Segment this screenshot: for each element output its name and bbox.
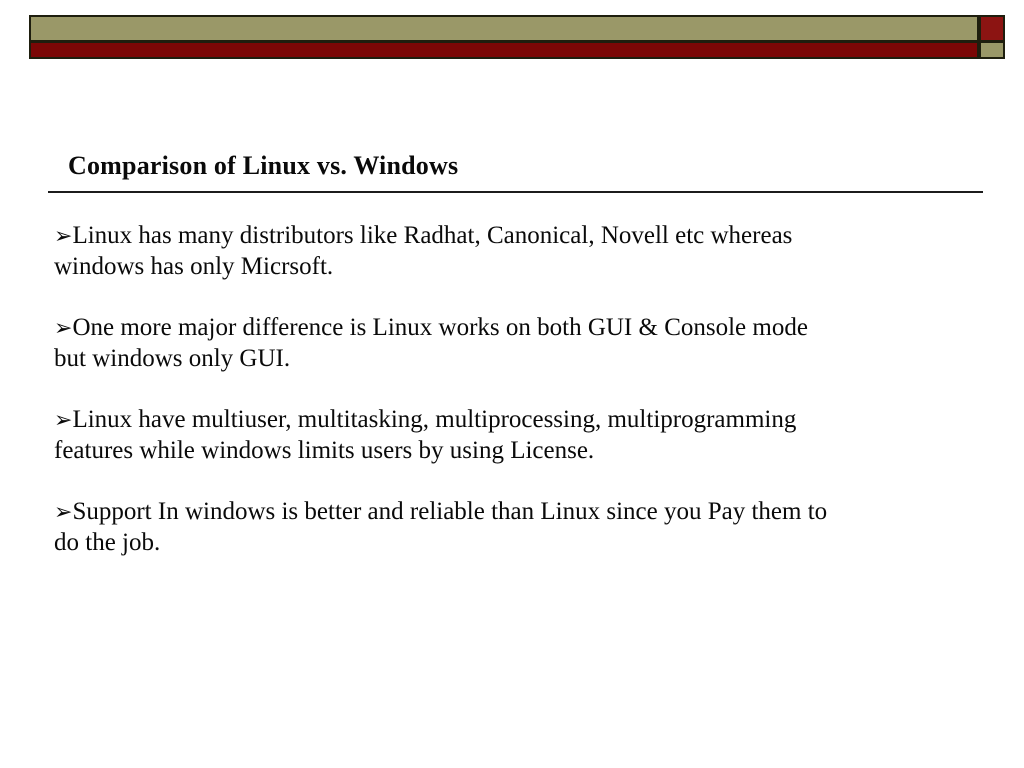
bullet-line: features while windows limits users by using License.	[54, 437, 595, 464]
header-olive-square	[979, 41, 1005, 59]
bullet-line: but windows only GUI.	[54, 345, 291, 372]
bullet-line: One more major difference is Linux works on both GUI & Console mode	[72, 314, 808, 341]
title-underline	[48, 191, 983, 193]
bullet-line: Support In windows is better and reliable than Linux since you Pay them to	[72, 498, 828, 525]
bullet-line: windows has only Micrsoft.	[54, 253, 334, 280]
bullet-item	[54, 404, 874, 466]
arrow-bullet-icon: ➢	[54, 223, 73, 248]
arrow-bullet-icon: ➢	[54, 407, 73, 432]
slide-title: Comparison of Linux vs. Windows	[68, 151, 459, 180]
bullet-item	[54, 312, 874, 374]
bullet-line: Linux has many distributors like Radhat, Canonical, Novell etc whereas	[72, 222, 793, 249]
header-red-square	[979, 15, 1005, 42]
arrow-bullet-icon: ➢	[54, 499, 73, 524]
bullet-line: do the job.	[54, 529, 161, 556]
bullet-item	[54, 220, 874, 282]
bullet-line: Linux have multiuser, multitasking, multiprocessing, multiprogramming	[72, 406, 797, 433]
arrow-bullet-icon: ➢	[54, 315, 73, 340]
header-maroon-bar	[29, 41, 979, 59]
header-olive-bar	[29, 15, 979, 42]
bullet-list	[54, 220, 874, 588]
bullet-item	[54, 496, 874, 558]
